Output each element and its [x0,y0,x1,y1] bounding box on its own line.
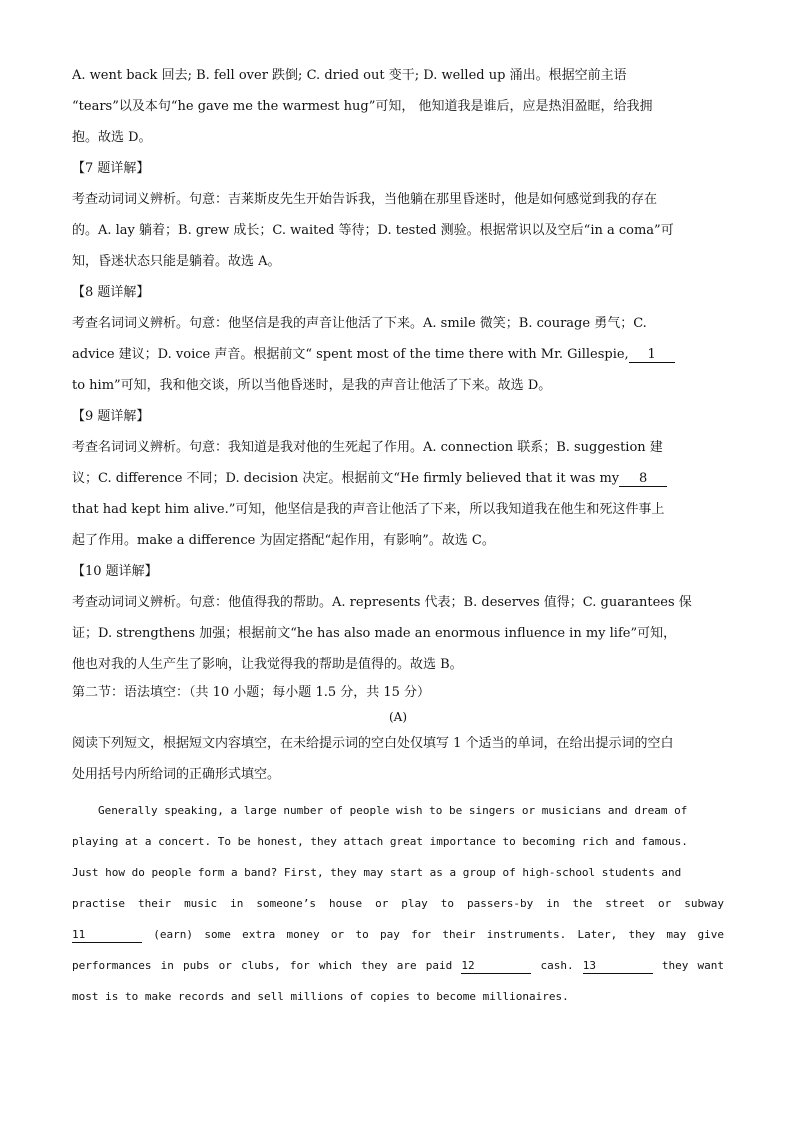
question-10-heading: 【10 题详解】 [72,564,158,579]
passage-line: playing at a concert. To be honest, they attach great importance to becoming rich and famous. [72,835,688,848]
question-7-text: 的。A. lay 躺着；B. grew 成长；C. waited 等待；D. tested 测验。根据常识以及空后“in a coma”可 [72,223,674,238]
question-8-text: to him”可知，我和他交谈，所以当他昏迷时，是我的声音让他活了下来。故选 D。 [72,378,552,393]
question-9-text: 考查名词词义辨析。句意：我知道是我对他的生死起了作用。A. connection 联系；B. suggestion 建 [72,440,663,455]
passage-line: most is to make records and sell millions of copies to become millionaires. [72,990,569,1003]
question-10-text: 证；D. strengthens 加强；根据前文“he has also made an enormous influence in my life”可知， [72,626,677,641]
question-7-text: 知，昏迷状态只能是躺着。故选 A。 [72,254,281,269]
question-9-text [72,463,724,494]
question-9-text: 起了作用。make a difference 为固定搭配“起作用，有影响”。故选 C。 [72,533,495,548]
blank-8: 8 [619,472,667,487]
passage-line-part: cash. [540,959,574,972]
question-9-text-part: 议；C. difference 不同；D. decision 决定。根据前文“He firmly believed that it was my [72,471,620,486]
explanation-line: A. went back 回去; B. fell over 跌倒; C. dried out 变干; D. welled up 涌出。根据空前主语 [72,68,627,83]
question-7-text: 考查动词词义辨析。句意：吉莱斯皮先生开始告诉我，当他躺在那里昏迷时，他是如何感觉到我的存在 [72,192,658,207]
passage-line: Generally speaking, a large number of people wish to be singers or musicians and dream of [98,804,688,817]
question-9-text: that had kept him alive.”可知，他坚信是我的声音让他活了下来，所以我知道我在他生和死这件事上 [72,502,665,517]
passage-line: practise their music in someone’s house or play to passers-by in the street or subway [72,897,724,910]
instruction-line: 处用括号内所给词的正确形式填空。 [72,767,281,782]
question-8-text: 考查名词词义辨析。句意：他坚信是我的声音让他活了下来。A. smile 微笑；B. courage 勇气；C. [72,316,647,331]
question-9-heading: 【9 题详解】 [72,409,150,424]
explanation-line: “tears”以及本句“he gave me the warmest hug”可知， 他知道我是谁后，应是热泪盈眶，给我拥 [72,99,653,114]
blank-1: 1 [629,348,675,363]
blank-13: 13 [583,959,653,974]
question-7-heading: 【7 题详解】 [72,161,150,176]
part-label: (A) [388,710,408,724]
blank-11: 11 [72,928,142,943]
question-8-text-part: advice 建议；D. voice 声音。根据前文“ spent most of the time there with Mr. Gillespie, [72,347,629,362]
question-10-text: 考查动词词义辨析。句意：他值得我的帮助。A. represents 代表；B. deserves 值得；C. guarantees 保 [72,595,692,610]
question-8-text [72,339,724,370]
blank-12: 12 [461,959,531,974]
document-page [72,60,724,1012]
passage-line-part: they want [661,959,724,972]
question-10-text: 他也对我的人生产生了影响，让我觉得我的帮助是值得的。故选 B。 [72,657,463,672]
passage-line-part: (earn) some extra money or to pay for their instruments. Later, they may give [153,928,724,941]
passage-line [72,919,724,950]
section-title: 第二节：语法填空：（共 10 小题；每小题 1.5 分，共 15 分） [72,685,431,700]
explanation-line: 抱。故选 D。 [72,130,152,145]
instruction-line: 阅读下列短文，根据短文内容填空，在未给提示词的空白处仅填写 1 个适当的单词，在给出提示词的空白 [72,736,674,751]
passage-line-part: performances in pubs or clubs, for which they are paid [72,959,453,972]
passage-line: Just how do people form a band? First, they may start as a group of high-school students and [72,866,682,879]
passage-line [72,950,724,981]
question-8-heading: 【8 题详解】 [72,285,150,300]
